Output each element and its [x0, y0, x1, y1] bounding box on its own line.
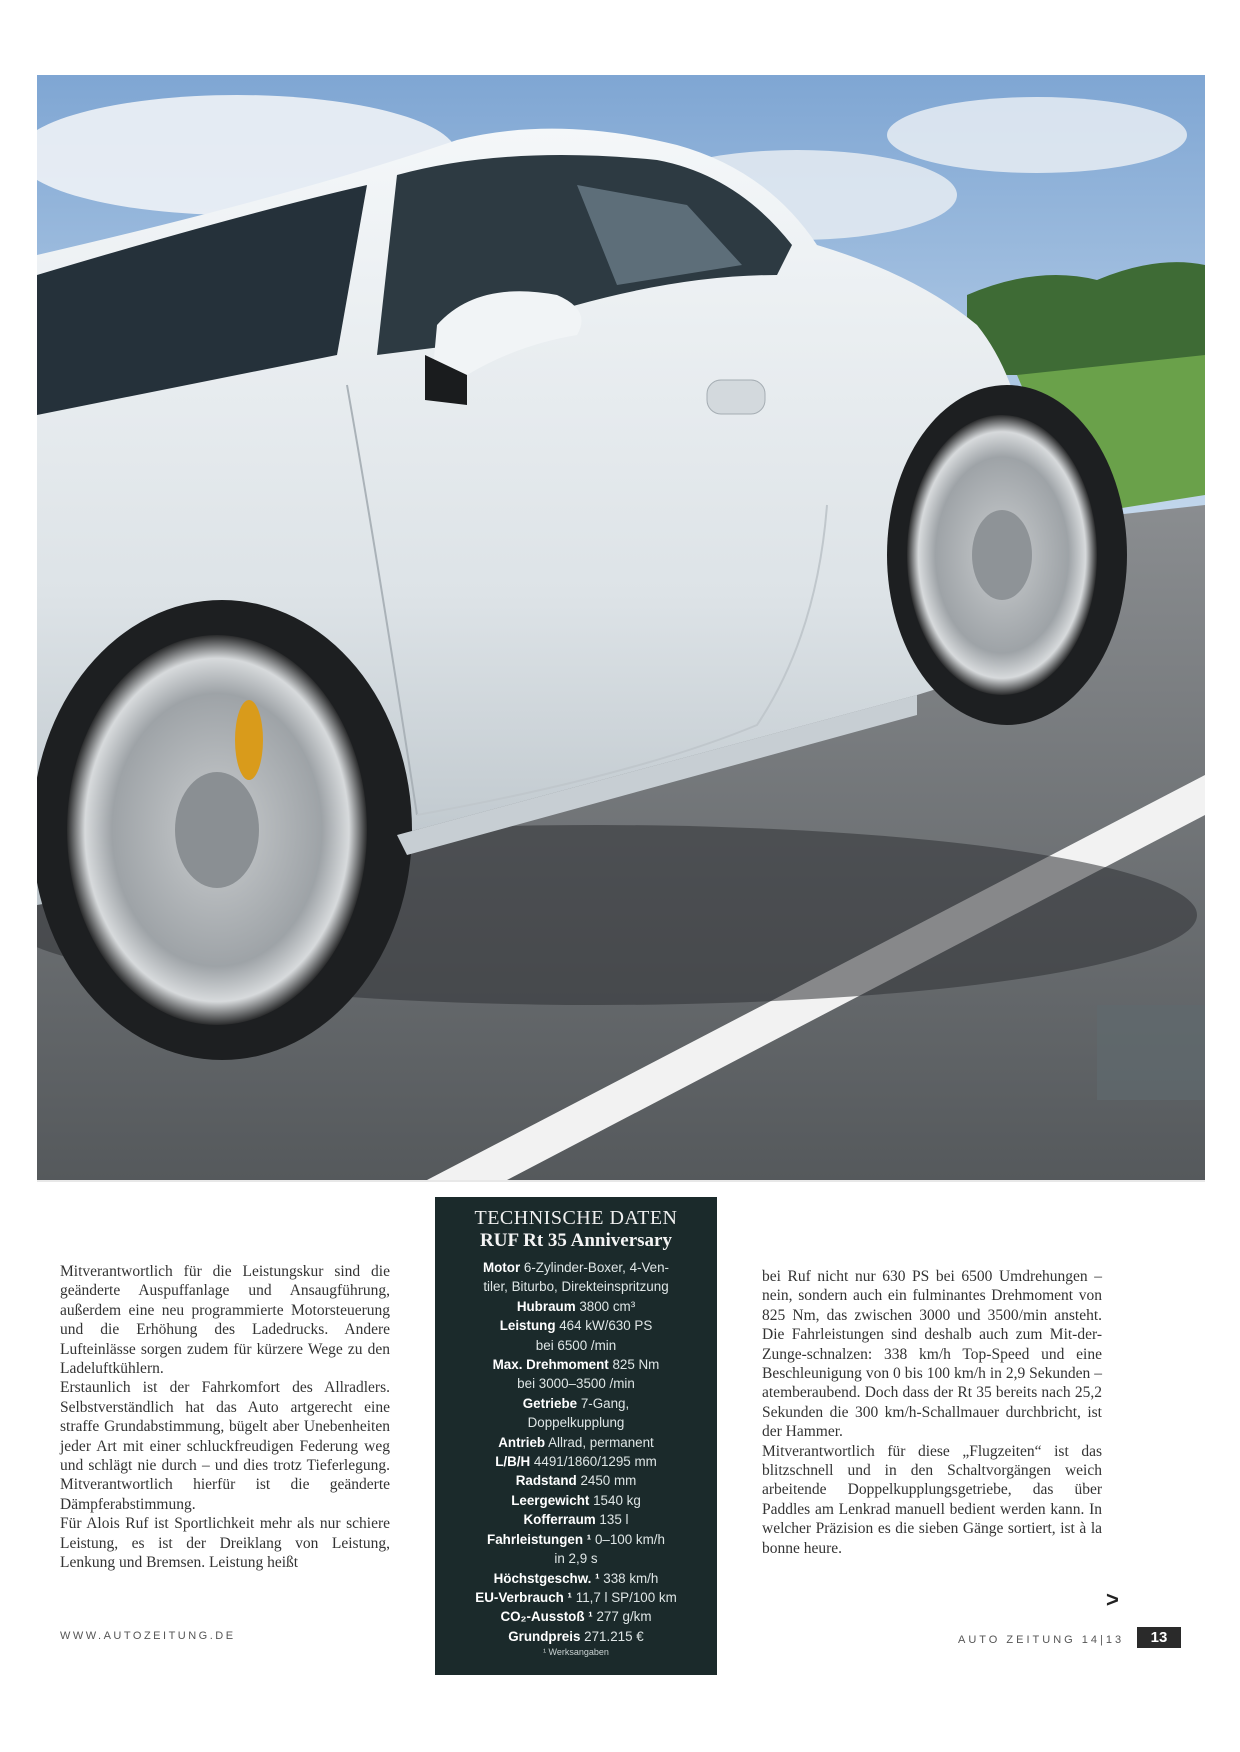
technical-data-box [435, 1197, 717, 1675]
spec-line [435, 1413, 717, 1432]
spec-label: Fahrleistungen ¹ [487, 1531, 592, 1547]
spec-line [435, 1433, 717, 1452]
spec-line [435, 1530, 717, 1549]
spec-value: 277 g/km [596, 1609, 652, 1625]
spec-label: L/B/H [495, 1454, 531, 1470]
spec-value: 7-Gang, [580, 1395, 630, 1411]
paragraph: Erstaunlich ist der Fahrkomfort des Allradlers. Selbstverständlich hat das Auto artgerecht eine straffe Grundabstimmung, bügelt aber Unebenheiten jeder Art mit einer schluckfreudigen Federung weg und schlägt nie durch – und dies trotz Tieferlegung. Mitverantwortlich hierfür ist die geänderte Dämpferabstimmung. [60, 1379, 390, 1513]
spec-value: 464 kW/630 PS [559, 1318, 653, 1334]
spec-value: Doppelkupplung [527, 1415, 625, 1431]
spec-line [435, 1316, 717, 1335]
spec-label: Radstand [515, 1473, 577, 1489]
spec-line [435, 1258, 717, 1277]
paragraph: Mitverantwortlich für die Leistungskur sind die geänderte Auspuffanlage und Ansaugführung, außerdem eine neu programmierte Motorsteuerung und die Erhöhung des Ladedrucks. Andere Lufteinlässe sorgen zudem für kürzere Wege zu den Ladeluftkühlern. [60, 1263, 390, 1378]
spec-value: 271.215 € [584, 1628, 644, 1644]
spec-line [435, 1627, 717, 1646]
spec-line [435, 1277, 717, 1296]
spec-line [435, 1297, 717, 1316]
spec-subtitle: RUF Rt 35 Anniversary [480, 1230, 672, 1251]
spec-title: TECHNISCHE DATEN [474, 1207, 678, 1229]
car-photo-illustration [37, 75, 1205, 1180]
spec-value: 4491/1860/1295 mm [533, 1454, 657, 1470]
spec-line [435, 1336, 717, 1355]
spec-line [435, 1374, 717, 1393]
spec-line [435, 1588, 717, 1607]
spec-line [435, 1394, 717, 1413]
spec-line [435, 1471, 717, 1490]
spec-line [435, 1452, 717, 1471]
spec-line [435, 1491, 717, 1510]
spec-value: 3800 cm³ [579, 1298, 636, 1314]
paragraph: Für Alois Ruf ist Sportlichkeit mehr als nur schiere Leistung, es ist der Dreiklang von Leistung, Lenkung und Bremsen. Leistung heißt [60, 1515, 390, 1572]
spec-list [435, 1258, 717, 1646]
spec-value: 6-Zylinder-Boxer, 4-Ven- [523, 1260, 670, 1275]
spec-line [435, 1355, 717, 1374]
spec-value: 825 Nm [612, 1357, 660, 1373]
page-number: 13 [1137, 1627, 1181, 1648]
continue-arrow-icon: > [1106, 1587, 1119, 1612]
spec-line [435, 1510, 717, 1529]
spec-value: 135 l [599, 1512, 629, 1528]
spec-line [435, 1607, 717, 1626]
spec-line [435, 1569, 717, 1588]
spec-label: Kofferraum [523, 1512, 596, 1528]
spec-label: Max. Drehmoment [492, 1357, 609, 1373]
article-column-left [60, 1262, 390, 1573]
spec-line [435, 1549, 717, 1568]
spec-value: in 2,9 s [554, 1551, 598, 1567]
spec-value: bei 6500 /min [535, 1337, 617, 1353]
spec-label: Leergewicht [511, 1492, 590, 1508]
spec-value: Allrad, permanent [548, 1434, 654, 1450]
paragraph: bei Ruf nicht nur 630 PS bei 6500 Umdrehungen – nein, sondern auch ein fulminantes Drehmoment von 825 Nm, das zwischen 3000 und 3500/min ansteht. Die Fahrleistungen sind deshalb auch zum Mit-der-Zunge-schnalzen: 338 km/h Top-Speed und eine Beschleunigung von 0 bis 100 km/h in 2,9 Sekunden – atemberaubend. Doch dass der Rt 35 bereits nach 25,2 Sekunden die 300 km/h-Schallmauer durchbricht, ist der Hammer. [762, 1268, 1102, 1441]
spec-value: 1540 kg [593, 1492, 641, 1508]
spec-value: 2450 mm [580, 1473, 637, 1489]
spec-label: CO₂-Ausstoß ¹ [500, 1609, 593, 1625]
spec-value: 338 km/h [603, 1570, 659, 1586]
spec-label: EU-Verbrauch ¹ [475, 1589, 573, 1605]
article-column-right [762, 1267, 1102, 1558]
spec-value: 11,7 l SP/100 km [575, 1589, 677, 1605]
spec-label: Leistung [499, 1318, 556, 1334]
spec-value: 0–100 km/h [594, 1531, 665, 1547]
paragraph: Mitverantwortlich für diese „Flugzeiten“ ist das blitzschnell und in den Schaltvorgängen weich arbeitende Doppelkupplungsgetriebe, das über Paddles am Lenkrad manuell bedient werden kann. In welcher Präzision es die sieben Gänge sortiert, ist à la bonne heure. [762, 1442, 1102, 1557]
spec-footnote: ¹ Werksangaben [543, 1647, 609, 1658]
footer-website: WWW.AUTOZEITUNG.DE [60, 1630, 236, 1642]
car-photo [37, 75, 1205, 1182]
spec-label: Motor [482, 1260, 521, 1275]
spec-value: bei 3000–3500 /min [517, 1376, 635, 1392]
spec-label: Grundpreis [508, 1628, 581, 1644]
spec-value: tiler, Biturbo, Direkteinspritzung [483, 1279, 669, 1295]
footer-magazine-issue: AUTO ZEITUNG 14|13 [958, 1634, 1125, 1646]
spec-label: Höchstgeschw. ¹ [493, 1570, 600, 1586]
spec-label: Hubraum [516, 1298, 576, 1314]
spec-label: Getriebe [522, 1395, 578, 1411]
spec-label: Antrieb [498, 1434, 546, 1450]
